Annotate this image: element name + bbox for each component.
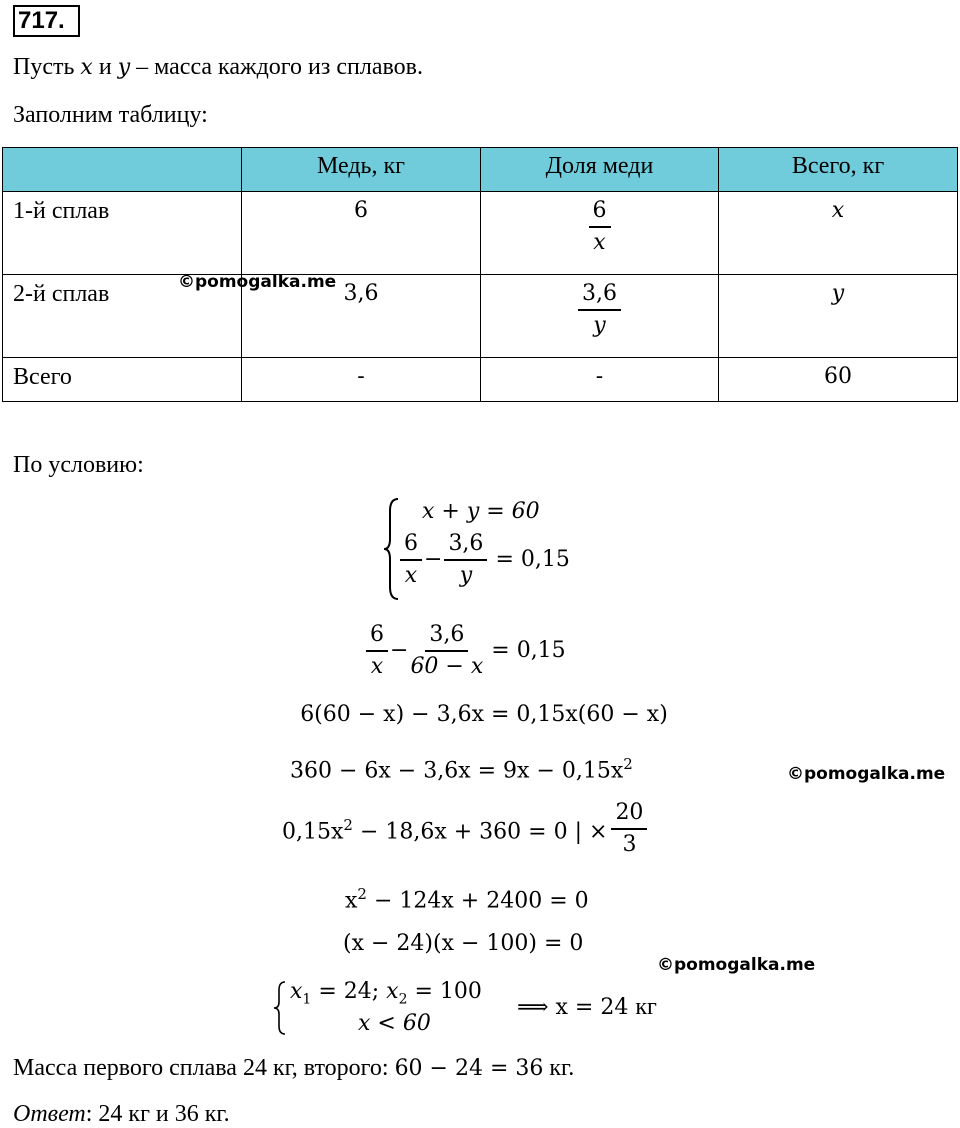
substituted-equation	[366, 622, 566, 680]
fraction-cell	[481, 275, 719, 358]
mass-expression: 60 − 24 = 36	[394, 1056, 544, 1081]
equation-term: 0,15x	[282, 819, 344, 845]
total-value: 60	[824, 364, 852, 389]
fraction-denominator: x	[370, 654, 384, 679]
mass-text: кг.	[543, 1055, 575, 1081]
exponent: 2	[357, 885, 367, 903]
roots-system	[272, 978, 702, 1038]
row-label-cell	[3, 358, 242, 402]
equation-line	[290, 750, 633, 785]
header-cell: Медь, кг	[242, 148, 481, 192]
equation-term: − 124x + 2400 = 0	[366, 888, 589, 914]
root-value: = 24;	[311, 979, 387, 1004]
row-label: 2-й сплав	[13, 281, 110, 307]
total-cell	[719, 275, 958, 358]
fraction-denominator: y	[459, 563, 473, 588]
row-label: Всего	[13, 364, 72, 390]
table-header-row	[3, 148, 958, 192]
subscript: 1	[302, 991, 312, 1008]
total-value: x	[831, 198, 845, 223]
mass-text: Масса первого сплава 24 кг, второго:	[13, 1055, 395, 1081]
intro-text: и	[92, 54, 118, 80]
fraction	[410, 622, 483, 680]
fraction-numerator: 3,6	[425, 622, 468, 652]
copper-value: -	[357, 364, 365, 389]
total-cell	[719, 358, 958, 402]
equation-term: x	[345, 888, 358, 914]
intro-text: Пусть	[13, 54, 81, 80]
fraction-cell	[481, 192, 719, 275]
roots-condition: x < 60	[358, 1011, 431, 1036]
row-label: 1-й сплав	[13, 198, 110, 224]
roots-result	[517, 993, 657, 1022]
fraction-value: -	[595, 364, 604, 389]
fraction-denominator: y	[593, 313, 606, 338]
var-x: x	[80, 55, 93, 80]
roots-values	[290, 978, 482, 1013]
condition-label: По условию:	[13, 452, 144, 478]
table-row	[3, 358, 958, 402]
equation-term: − 18,6x + 360 = 0 | ×	[352, 819, 608, 845]
root-var: x	[290, 979, 303, 1004]
equation-line: 6(60 − x) − 3,6x = 0,15x(60 − x)	[300, 702, 668, 727]
fraction-numerator: 3,6	[444, 531, 487, 561]
watermark: ©pomogalka.me	[178, 272, 337, 292]
mass-line	[13, 1054, 574, 1083]
alloy-table	[2, 147, 958, 402]
table-row	[3, 192, 958, 275]
subscript: 2	[398, 991, 408, 1008]
left-brace-icon	[272, 980, 288, 1036]
fraction-numerator: 6	[589, 198, 611, 228]
equation-line	[345, 880, 589, 915]
header-cell	[3, 148, 242, 192]
fraction-denominator: 3	[622, 832, 637, 857]
fraction-cell	[481, 358, 719, 402]
row-label-cell	[3, 192, 242, 275]
copper-fraction	[589, 198, 611, 256]
equation-text	[282, 811, 607, 846]
var-y: y	[117, 55, 131, 80]
fraction-denominator: x	[404, 563, 418, 588]
system-eq1: x + y = 60	[422, 499, 540, 524]
fraction-denominator: 60 − x	[410, 654, 484, 679]
header-cell: Доля меди	[481, 148, 719, 192]
copper-value: 6	[354, 198, 368, 223]
answer-text: : 24 кг и 36 кг.	[85, 1101, 230, 1127]
table-row	[3, 275, 958, 358]
minus-sign: −	[424, 547, 443, 572]
intro-text: – масса каждого из сплавов.	[130, 54, 423, 80]
equation-rhs: = 0,15	[491, 638, 566, 663]
fraction-numerator: 6	[400, 531, 422, 561]
fraction-numerator: 3,6	[578, 281, 621, 311]
total-cell	[719, 192, 958, 275]
copper-cell	[242, 192, 481, 275]
total-value: y	[831, 281, 845, 306]
equation-system	[382, 495, 592, 603]
fraction-numerator: 20	[611, 800, 647, 830]
equation-rhs: = 0,15	[495, 547, 570, 572]
fill-table-label: Заполним таблицу:	[13, 102, 208, 128]
equation-text: 360 − 6x − 3,6x = 9x − 0,15x	[290, 758, 624, 784]
left-brace-icon	[382, 495, 402, 603]
intro-line	[13, 53, 423, 82]
exponent: 2	[623, 755, 633, 773]
copper-cell	[242, 358, 481, 402]
answer-line	[13, 1100, 230, 1128]
fraction	[444, 531, 487, 589]
system-eq2	[400, 531, 570, 589]
root-value: = 100	[407, 979, 482, 1004]
minus-sign: −	[390, 638, 409, 663]
watermark: ©pomogalka.me	[657, 955, 816, 975]
root-var: x	[386, 979, 399, 1004]
copper-fraction	[578, 281, 621, 339]
implies-expression: ⟹ x = 24	[517, 995, 629, 1020]
fraction-denominator: x	[593, 230, 606, 255]
fraction-numerator: 6	[366, 622, 388, 652]
unit: кг	[635, 994, 657, 1020]
fraction	[400, 531, 422, 589]
equation-line: (x − 24)(x − 100) = 0	[343, 931, 584, 956]
task-number: 717.	[13, 5, 80, 37]
header-cell: Всего, кг	[719, 148, 958, 192]
exponent: 2	[343, 816, 353, 835]
answer-label: Ответ	[13, 1101, 86, 1127]
multiplier-fraction	[611, 800, 647, 858]
watermark: ©pomogalka.me	[787, 764, 946, 784]
equation-line	[282, 800, 647, 858]
copper-value: 3,6	[343, 281, 379, 306]
fraction	[366, 622, 388, 680]
